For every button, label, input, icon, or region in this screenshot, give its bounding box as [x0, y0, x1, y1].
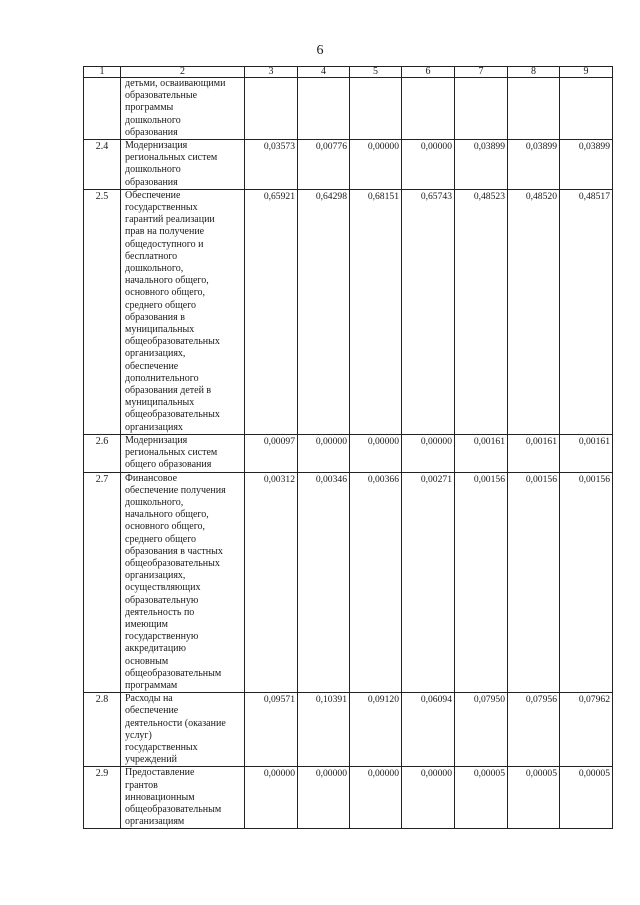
- value-cell: 0,65921: [245, 189, 298, 434]
- row-number: 2.6: [84, 434, 121, 472]
- value-cell: 0,00312: [245, 472, 298, 693]
- value-cell: 0,00000: [245, 767, 298, 829]
- table-row: [84, 189, 613, 434]
- value-cell: [245, 78, 298, 140]
- value-cell: 0,68151: [350, 189, 402, 434]
- column-header: 4: [298, 67, 350, 78]
- column-header: 9: [560, 67, 613, 78]
- value-cell: 0,00000: [298, 767, 350, 829]
- row-name: Расходы на обеспечение деятельности (оказание услуг) государственных учреждений: [125, 693, 226, 766]
- table-header-row: [84, 67, 613, 78]
- column-header: 7: [455, 67, 508, 78]
- value-cell: 0,48517: [560, 189, 613, 434]
- table-row: [84, 472, 613, 693]
- row-number: 2.9: [84, 767, 121, 829]
- value-cell: 0,00000: [350, 767, 402, 829]
- value-cell: 0,09571: [245, 693, 298, 767]
- value-cell: 0,07956: [508, 693, 560, 767]
- value-cell: 0,00156: [508, 472, 560, 693]
- value-cell: 0,03899: [560, 140, 613, 190]
- column-header: 1: [84, 67, 121, 78]
- value-cell: [560, 78, 613, 140]
- value-cell: [455, 78, 508, 140]
- value-cell: 0,00000: [350, 140, 402, 190]
- value-cell: 0,48520: [508, 189, 560, 434]
- row-number: 2.8: [84, 693, 121, 767]
- value-cell: 0,00005: [560, 767, 613, 829]
- row-name-cell: [121, 78, 245, 140]
- row-number: 2.7: [84, 472, 121, 693]
- row-number: [84, 78, 121, 140]
- value-cell: 0,00161: [560, 434, 613, 472]
- value-cell: 0,00097: [245, 434, 298, 472]
- value-cell: 0,00776: [298, 140, 350, 190]
- row-name: детьми, осваивающими образовательные программы дошкольного образования: [125, 78, 226, 138]
- value-cell: 0,00000: [402, 767, 455, 829]
- value-cell: 0,07962: [560, 693, 613, 767]
- row-name: Обеспечение государственных гарантий реализации прав на получение общедоступного и бесплатного дошкольного, начального общего, основного общего, среднего общего образования в муниципальных общеобразовательных организациях, обеспечение дополнительного образования детей в муниципальных общеобразовательных организациях: [125, 189, 220, 433]
- row-name-cell: [121, 693, 245, 767]
- row-name-cell: [121, 189, 245, 434]
- value-cell: 0,07950: [455, 693, 508, 767]
- column-header: 5: [350, 67, 402, 78]
- row-name-cell: [121, 140, 245, 190]
- value-cell: 0,00271: [402, 472, 455, 693]
- row-name: Финансовое обеспечение получения дошкольного, начального общего, основного общего, среднего общего образования в частных общеобразовательных организациях, осуществляющих образовательную деятельность по имеющим государственную аккредитацию основным общеобразовательным программам: [125, 472, 226, 691]
- value-cell: 0,09120: [350, 693, 402, 767]
- value-cell: 0,00366: [350, 472, 402, 693]
- value-cell: 0,48523: [455, 189, 508, 434]
- value-cell: 0,10391: [298, 693, 350, 767]
- value-cell: 0,03899: [455, 140, 508, 190]
- value-cell: 0,03899: [508, 140, 560, 190]
- value-cell: 0,00161: [455, 434, 508, 472]
- row-name: Модернизация региональных систем дошкольного образования: [125, 140, 218, 188]
- value-cell: 0,00156: [560, 472, 613, 693]
- data-table: [83, 66, 613, 829]
- value-cell: 0,06094: [402, 693, 455, 767]
- value-cell: 0,00000: [402, 140, 455, 190]
- value-cell: 0,00005: [508, 767, 560, 829]
- value-cell: [298, 78, 350, 140]
- value-cell: [402, 78, 455, 140]
- column-header: 8: [508, 67, 560, 78]
- value-cell: 0,00005: [455, 767, 508, 829]
- value-cell: [508, 78, 560, 140]
- table-row: [84, 78, 613, 140]
- value-cell: 0,00346: [298, 472, 350, 693]
- value-cell: 0,03573: [245, 140, 298, 190]
- row-name-cell: [121, 767, 245, 829]
- value-cell: 0,00000: [298, 434, 350, 472]
- table-row: [84, 767, 613, 829]
- value-cell: [350, 78, 402, 140]
- row-number: 2.5: [84, 189, 121, 434]
- table-row: [84, 693, 613, 767]
- column-header: 3: [245, 67, 298, 78]
- page-number: 6: [316, 43, 324, 58]
- value-cell: 0,00156: [455, 472, 508, 693]
- table-row: [84, 434, 613, 472]
- row-name-cell: [121, 434, 245, 472]
- row-name-cell: [121, 472, 245, 693]
- value-cell: 0,00161: [508, 434, 560, 472]
- value-cell: 0,64298: [298, 189, 350, 434]
- value-cell: 0,65743: [402, 189, 455, 434]
- row-name: Модернизация региональных систем общего образования: [125, 434, 218, 471]
- column-header: 6: [402, 67, 455, 78]
- row-number: 2.4: [84, 140, 121, 190]
- column-header: 2: [121, 67, 245, 78]
- value-cell: 0,00000: [350, 434, 402, 472]
- row-name: Предоставление грантов инновационным общеобразовательным организациям: [125, 767, 222, 828]
- value-cell: 0,00000: [402, 434, 455, 472]
- table-row: [84, 140, 613, 190]
